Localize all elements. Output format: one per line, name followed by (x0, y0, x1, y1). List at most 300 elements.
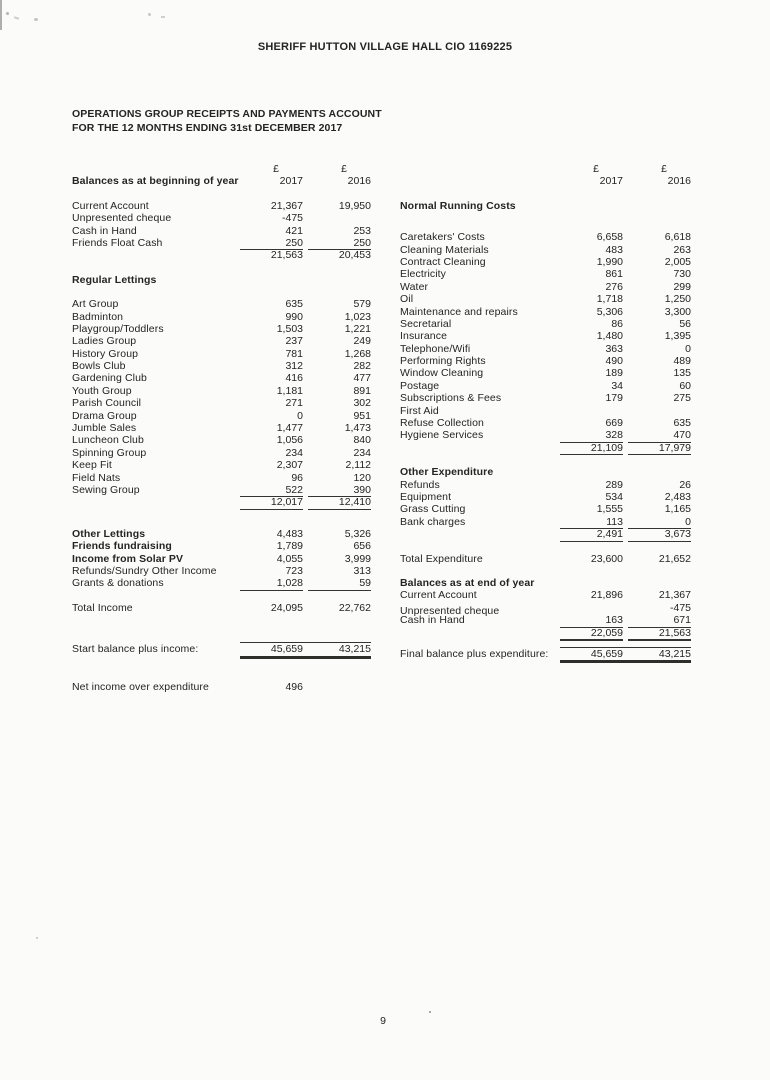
row-label: Postage (400, 379, 440, 392)
row-label: Grants & donations (72, 577, 164, 590)
row-value-2017: 1,477 (276, 422, 303, 435)
row-label: Gardening Club (72, 372, 147, 385)
table-row (72, 225, 371, 237)
row-label: Maintenance and repairs (400, 305, 518, 318)
table-row (400, 647, 691, 659)
row-value-2016: 282 (353, 360, 371, 373)
payments-column (400, 163, 691, 659)
row-label: Net income over expenditure (72, 680, 209, 693)
row-values (560, 392, 691, 404)
row-value-2017: 1,555 (596, 503, 623, 516)
row-value-2016: 2,112 (345, 459, 371, 472)
row-label: Secretarial (400, 317, 452, 330)
row-value-2017: 1,990 (596, 255, 623, 268)
row-values (560, 442, 691, 455)
row-value-2016: -475 (669, 601, 691, 614)
row-value-2016: 671 (628, 614, 691, 627)
document-title: SHERIFF HUTTON VILLAGE HALL CIO 1169225 (257, 41, 513, 53)
row-value-2017: 289 (605, 478, 623, 491)
table-row (400, 175, 691, 187)
row-label: Sewing Group (72, 483, 140, 496)
row-value-2017: 4,483 (276, 527, 303, 540)
table-row (400, 392, 691, 404)
row-value-2016: 1,395 (664, 330, 691, 343)
table-row (72, 540, 371, 552)
row-values (560, 479, 691, 491)
row-label: Telephone/Wifi (400, 342, 471, 355)
row-value-2017: 781 (285, 347, 303, 360)
row-label: Cash in Hand (400, 614, 465, 627)
table-row (72, 447, 371, 459)
page-number: 9 (380, 1015, 386, 1027)
row-value-2016 (308, 212, 371, 224)
table-row (400, 589, 691, 601)
row-value-2016: 1,250 (664, 293, 691, 306)
table-row (400, 491, 691, 503)
row-label: Youth Group (72, 384, 132, 397)
row-values (560, 163, 691, 175)
row-values (240, 602, 371, 614)
table-row (72, 484, 371, 496)
table-row (400, 466, 691, 478)
table-row (72, 335, 371, 347)
row-label: Drama Group (72, 409, 137, 422)
row-label: Performing Rights (400, 355, 486, 368)
table-row (72, 237, 371, 249)
row-value-2016: 5,326 (344, 527, 371, 540)
row-value-2017: 6,658 (596, 231, 623, 244)
table-row (400, 306, 691, 318)
row-value-2016: 21,652 (658, 552, 691, 565)
table-row (400, 614, 691, 626)
row-value-2017: 96 (291, 471, 303, 484)
row-values (560, 602, 691, 614)
row-value-2017: 635 (285, 298, 303, 311)
row-values (560, 256, 691, 268)
table-row (400, 528, 691, 540)
row-value-2016: 6,618 (664, 231, 691, 244)
row-value-2016: 730 (673, 268, 691, 281)
row-label: Bank charges (400, 515, 466, 528)
row-label: Total Expenditure (400, 552, 483, 565)
table-row (72, 163, 371, 175)
row-values (560, 175, 691, 187)
scan-artifact (34, 18, 38, 21)
row-label: Hygiene Services (400, 429, 484, 442)
row-label: Contract Cleaning (400, 255, 486, 268)
row-label: Current Account (72, 199, 149, 212)
receipts-column (72, 163, 371, 693)
row-values (240, 360, 371, 372)
table-row (72, 459, 371, 471)
row-label: Window Cleaning (400, 367, 484, 380)
row-label: Refunds/Sundry Other Income (72, 564, 217, 577)
row-value-2017: 4,055 (276, 552, 303, 565)
row-value-2017: 496 (285, 680, 303, 693)
row-value-2017: 22,059 (560, 627, 623, 641)
table-row (72, 410, 371, 422)
row-label: Other Lettings (72, 527, 146, 540)
row-label: Final balance plus expenditure: (400, 647, 549, 660)
row-values (560, 516, 691, 529)
row-values (560, 318, 691, 330)
row-value-2017: 45,659 (270, 643, 303, 656)
row-value-2017: 21,109 (560, 442, 623, 455)
table-row (72, 348, 371, 360)
row-label: Unpresented cheque (400, 605, 500, 618)
row-values (240, 496, 371, 509)
row-value-2017: 2,307 (276, 459, 303, 472)
table-row (72, 249, 371, 261)
row-values (560, 367, 691, 379)
table-row (400, 577, 691, 589)
table-row (72, 200, 371, 212)
row-values (240, 298, 371, 310)
table-row (400, 380, 691, 392)
row-label: Other Expenditure (400, 466, 494, 479)
row-values (240, 385, 371, 397)
row-value-2016: 43,215 (658, 647, 691, 660)
table-row (400, 281, 691, 293)
row-value-2016: 656 (353, 540, 371, 553)
table-row (72, 372, 371, 384)
row-values (240, 459, 371, 471)
row-value-2017: 271 (285, 397, 303, 410)
row-value-2017: 86 (611, 317, 623, 330)
row-value-2016: 313 (353, 564, 371, 577)
row-values (240, 540, 371, 552)
table-row (400, 479, 691, 491)
row-values (240, 163, 371, 175)
row-values (240, 434, 371, 446)
row-value-2017: 2,491 (560, 528, 623, 541)
row-value-2017: 5,306 (596, 305, 623, 318)
statement-heading-line1: OPERATIONS GROUP RECEIPTS AND PAYMENTS ACCOUNT (72, 108, 382, 120)
row-value-2017: 363 (605, 342, 623, 355)
table-row (400, 293, 691, 305)
row-value-2016: 3,673 (628, 528, 691, 541)
table-row (400, 163, 691, 175)
table-row (72, 642, 371, 654)
row-values (560, 627, 691, 641)
row-label: Jumble Sales (72, 422, 137, 435)
row-value-2016: 1,165 (664, 503, 691, 516)
table-row (400, 318, 691, 330)
row-value-2017: 34 (611, 379, 623, 392)
row-value-2017: 45,659 (590, 647, 623, 660)
table-row (400, 367, 691, 379)
row-values (560, 417, 691, 429)
row-value-2017: 21,367 (270, 199, 303, 212)
table-row (400, 553, 691, 565)
table-row (400, 601, 691, 618)
table-row (72, 311, 371, 323)
row-value-2016: 579 (353, 298, 371, 311)
row-values (240, 175, 371, 187)
table-row (72, 274, 371, 286)
row-values (560, 343, 691, 355)
row-label: Field Nats (72, 471, 121, 484)
row-label: Luncheon Club (72, 434, 144, 447)
row-label: Regular Lettings (72, 273, 157, 286)
row-label: Total Income (72, 601, 133, 614)
row-value-2017: 312 (285, 360, 303, 373)
row-values (240, 553, 371, 565)
row-value-2016: 3,999 (344, 552, 371, 565)
row-label: First Aid (400, 404, 439, 417)
table-row (400, 330, 691, 342)
table-row (72, 553, 371, 565)
row-label: Electricity (400, 268, 447, 281)
row-values (240, 348, 371, 360)
row-value-2016: £ (341, 163, 347, 175)
row-value-2017: 328 (560, 429, 623, 442)
table-row (400, 503, 691, 515)
row-values (560, 293, 691, 305)
scan-artifact (36, 937, 38, 939)
row-value-2017: £ (273, 163, 279, 175)
row-values (560, 281, 691, 293)
row-value-2016: 12,410 (308, 496, 371, 509)
row-value-2016: 0 (628, 516, 691, 529)
table-row (400, 231, 691, 243)
row-label: Normal Running Costs (400, 199, 516, 212)
row-label: Cash in Hand (72, 224, 137, 237)
row-values (240, 249, 371, 261)
scan-artifact (429, 1011, 431, 1013)
row-value-2016: 2,005 (664, 255, 691, 268)
row-label: Ladies Group (72, 335, 137, 348)
row-value-2016: 840 (353, 434, 371, 447)
row-values (560, 429, 691, 442)
row-value-2016: 60 (679, 379, 691, 392)
row-values (560, 528, 691, 541)
row-label: Unpresented cheque (72, 212, 172, 225)
row-label: Playgroup/Toddlers (72, 322, 164, 335)
row-value-2017: 1,028 (240, 577, 303, 590)
scan-artifact (14, 16, 19, 20)
row-value-2016: 59 (308, 577, 371, 590)
row-value-2017: 179 (605, 392, 623, 405)
row-value-2017: 250 (240, 237, 303, 250)
row-values (560, 503, 691, 515)
row-values (240, 565, 371, 577)
row-value-2016: 20,453 (338, 249, 371, 262)
row-values (560, 306, 691, 318)
table-row (400, 268, 691, 280)
row-values (560, 355, 691, 367)
row-values (560, 614, 691, 627)
row-label: Refunds (400, 478, 440, 491)
row-label: Refuse Collection (400, 417, 484, 430)
row-values (240, 528, 371, 540)
row-value-2016: 302 (353, 397, 371, 410)
row-value-2017: 2017 (599, 175, 623, 188)
table-row (72, 385, 371, 397)
row-value-2017: 237 (285, 335, 303, 348)
row-value-2017: 1,718 (596, 293, 623, 306)
row-value-2016: 275 (673, 392, 691, 405)
row-value-2016: 253 (353, 224, 371, 237)
row-value-2016: 1,473 (344, 422, 371, 435)
row-value-2017: 21,563 (270, 249, 303, 262)
row-value-2016: 21,367 (658, 589, 691, 602)
table-row (72, 212, 371, 224)
table-row (400, 429, 691, 441)
table-row (72, 397, 371, 409)
row-label: Spinning Group (72, 446, 147, 459)
row-value-2017: 0 (297, 409, 303, 422)
statement-heading (72, 107, 382, 135)
row-value-2017: 1,181 (276, 384, 303, 397)
row-value-2017: 1,480 (596, 330, 623, 343)
row-value-2016: 635 (673, 417, 691, 430)
row-value-2016: 951 (353, 409, 371, 422)
row-values (240, 212, 371, 224)
row-values (560, 491, 691, 503)
row-value-2016: 2016 (347, 175, 371, 188)
table-row (72, 472, 371, 484)
row-label: Caretakers' Costs (400, 231, 485, 244)
row-values (240, 472, 371, 484)
row-value-2016: 17,979 (628, 442, 691, 455)
row-values (560, 244, 691, 256)
table-row (72, 565, 371, 577)
row-value-2017: 113 (560, 516, 623, 529)
row-value-2017: 1,056 (276, 434, 303, 447)
row-value-2017: 12,017 (240, 496, 303, 509)
row-label: Art Group (72, 298, 119, 311)
row-label: Water (400, 280, 429, 293)
row-value-2016: 250 (308, 237, 371, 250)
row-values (240, 200, 371, 212)
row-value-2017: 723 (285, 564, 303, 577)
row-value-2017: 861 (605, 268, 623, 281)
row-label: Insurance (400, 330, 448, 343)
row-values (240, 311, 371, 323)
row-label: Parish Council (72, 397, 142, 410)
row-label: Current Account (400, 589, 477, 602)
row-value-2017: 669 (605, 417, 623, 430)
row-label: Income from Solar PV (72, 552, 184, 565)
row-value-2016: 26 (679, 478, 691, 491)
scan-artifact (161, 16, 165, 18)
row-label: Friends Float Cash (72, 236, 163, 249)
row-value-2016: 470 (628, 429, 691, 442)
row-value-2017: 2017 (279, 175, 303, 188)
table-row (400, 516, 691, 528)
row-value-2016: 21,563 (628, 627, 691, 641)
table-row (400, 627, 691, 639)
row-values (240, 484, 371, 497)
row-value-2016: 0 (685, 342, 691, 355)
row-value-2017: 416 (285, 372, 303, 385)
row-value-2017: -475 (281, 212, 303, 225)
table-row (72, 422, 371, 434)
row-value-2016: 263 (673, 243, 691, 256)
row-value-2017: 990 (285, 310, 303, 323)
table-row (72, 496, 371, 508)
row-value-2017: 24,095 (270, 601, 303, 614)
row-value-2016: 19,950 (338, 199, 371, 212)
row-value-2016: 299 (673, 280, 691, 293)
row-values (560, 231, 691, 243)
table-row (72, 681, 371, 693)
row-value-2016: 234 (353, 446, 371, 459)
row-value-2016: 1,268 (344, 347, 371, 360)
row-label: Grass Cutting (400, 503, 466, 516)
row-value-2016: 43,215 (338, 643, 371, 656)
table-row (400, 355, 691, 367)
row-label: Equipment (400, 490, 452, 503)
row-values (240, 237, 371, 250)
table-row (400, 200, 691, 212)
row-value-2016: 249 (353, 335, 371, 348)
row-value-2017: 1,789 (276, 540, 303, 553)
row-value-2016: 2,483 (664, 490, 691, 503)
row-values (240, 372, 371, 384)
table-row (72, 298, 371, 310)
row-value-2016: 891 (353, 384, 371, 397)
table-row (400, 244, 691, 256)
statement-heading-line2: FOR THE 12 MONTHS ENDING 31st DECEMBER 2017 (72, 122, 343, 134)
scan-artifact (6, 12, 9, 15)
row-value-2017: 234 (285, 446, 303, 459)
table-row (72, 577, 371, 589)
row-label: Bowls Club (72, 360, 126, 373)
row-values (240, 323, 371, 335)
row-values (240, 335, 371, 347)
row-value-2017: 21,896 (590, 589, 623, 602)
row-value-2016: 135 (673, 367, 691, 380)
row-value-2016 (308, 681, 371, 693)
row-values (560, 330, 691, 342)
row-value-2016: 22,762 (338, 601, 371, 614)
row-values (240, 410, 371, 422)
scan-artifact (148, 13, 151, 16)
table-row (400, 405, 691, 417)
row-label: Balances as at end of year (400, 576, 535, 589)
row-values (240, 422, 371, 434)
row-value-2017: 421 (285, 224, 303, 237)
table-row (72, 528, 371, 540)
row-label: Oil (400, 293, 414, 306)
row-value-2016: 120 (353, 471, 371, 484)
row-values (240, 397, 371, 409)
row-values (560, 553, 691, 565)
row-value-2017: 23,600 (590, 552, 623, 565)
row-label: Friends fundraising (72, 540, 172, 553)
row-value-2017: 534 (605, 490, 623, 503)
row-value-2017: 276 (605, 280, 623, 293)
row-value-2017: 189 (605, 367, 623, 380)
table-row (400, 256, 691, 268)
row-value-2017: £ (593, 163, 599, 175)
row-values (560, 268, 691, 280)
row-label: Keep Fit (72, 459, 112, 472)
row-value-2016: 56 (679, 317, 691, 330)
row-value-2016: 1,221 (344, 322, 371, 335)
table-row (72, 434, 371, 446)
row-value-2017 (560, 602, 623, 614)
row-value-2016: 477 (353, 372, 371, 385)
row-label: Balances as at beginning of year (72, 175, 239, 188)
row-label: Start balance plus income: (72, 643, 199, 656)
table-row (72, 360, 371, 372)
row-value-2016: £ (661, 163, 667, 175)
row-values (240, 577, 371, 590)
row-value-2016: 1,023 (344, 310, 371, 323)
